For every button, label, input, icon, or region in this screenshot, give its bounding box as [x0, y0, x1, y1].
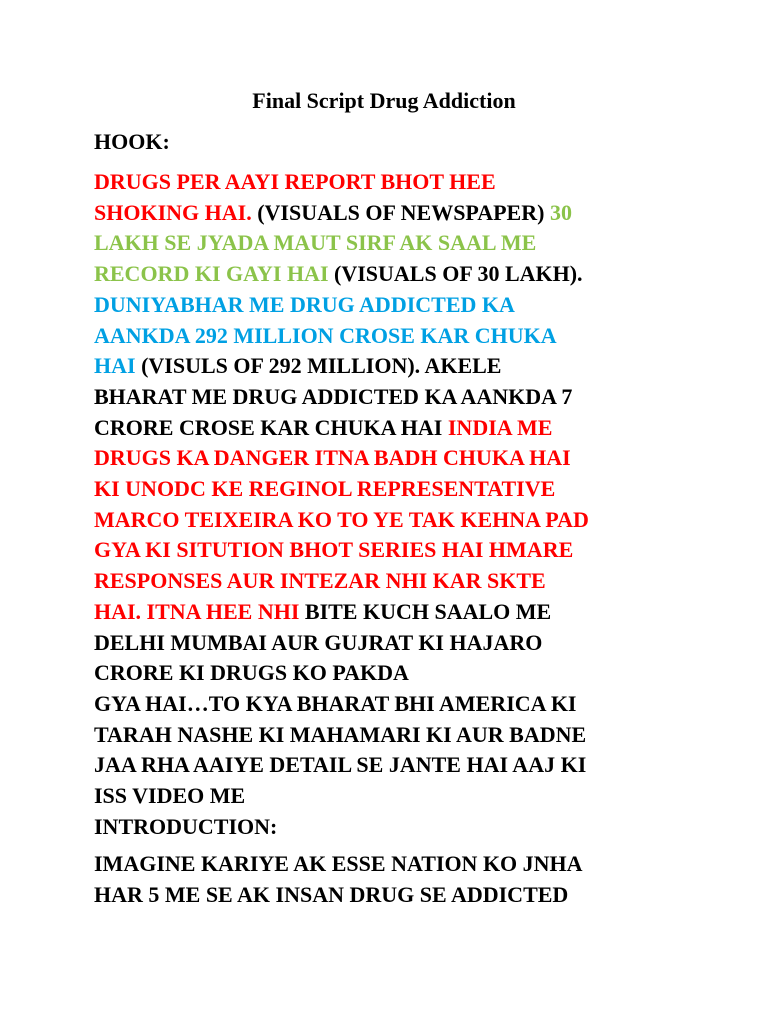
hook-text-segment: RESPONSES AUR INTEZAR NHI KAR SKTE — [94, 568, 546, 594]
introduction-text-segment: HAR 5 ME SE AK INSAN DRUG SE ADDICTED — [94, 881, 569, 907]
hook-text-segment: MARCO TEIXEIRA KO TO YE TAK KEHNA PAD — [94, 506, 589, 532]
hook-line — [94, 689, 694, 720]
hook-line — [94, 474, 694, 505]
hook-text-segment: GYA KI SITUTION BHOT SERIES HAI HMARE — [94, 537, 574, 563]
hook-line — [94, 321, 694, 352]
introduction-paragraph — [94, 849, 694, 910]
hook-text-segment: JAA RHA AAIYE DETAIL SE JANTE HAI AAJ KI — [94, 752, 587, 778]
hook-line — [94, 505, 694, 536]
hook-text-segment: RECORD KI GAYI HAI — [94, 261, 335, 287]
hook-text-segment: CRORE CROSE KAR CHUKA HAI — [94, 414, 448, 440]
hook-text-segment: (VISULS OF 292 MILLION). AKELE — [141, 353, 502, 379]
hook-line — [94, 750, 694, 781]
hook-text-segment: AANKDA 292 MILLION CROSE KAR CHUKA — [94, 322, 557, 348]
hook-text-segment: DRUGS PER AAYI REPORT BHOT HEE — [94, 169, 496, 194]
hook-text-segment: BITE KUCH SAALO ME — [304, 598, 552, 624]
hook-line — [94, 198, 694, 229]
introduction-heading: INTRODUCTION: — [94, 814, 278, 839]
hook-text-segment: LAKH SE JYADA MAUT SIRF AK SAAL ME — [94, 230, 537, 256]
hook-line — [94, 228, 694, 259]
hook-line — [94, 566, 694, 597]
hook-line — [94, 443, 694, 474]
hook-text-segment: (VISUALS OF NEWSPAPER) — [257, 199, 550, 225]
hook-text-segment: TARAH NASHE KI MAHAMARI KI AUR BADNE — [94, 721, 587, 747]
hook-line — [94, 167, 694, 198]
hook-line — [94, 259, 694, 290]
introduction-text-segment: IMAGINE KARIYE AK ESSE NATION KO JNHA — [94, 851, 583, 876]
hook-text-segment: 30 — [549, 199, 572, 225]
hook-text-segment: HAI. ITNA HEE NHI — [94, 598, 305, 624]
hook-text-segment: CRORE KI DRUGS KO PAKDA — [94, 660, 409, 686]
hook-line — [94, 413, 694, 444]
hook-line — [94, 351, 694, 382]
hook-line — [94, 781, 694, 812]
document-title: Final Script Drug Addiction — [252, 88, 516, 113]
hook-line — [94, 382, 694, 413]
hook-text-segment: GYA HAI…TO KYA BHARAT BHI AMERICA KI — [94, 690, 577, 716]
hook-text-segment: DRUGS KA DANGER ITNA BADH CHUKA HAI — [94, 445, 571, 471]
hook-text-segment: BHARAT ME DRUG ADDICTED KA AANKDA 7 — [94, 383, 573, 409]
hook-line — [94, 720, 694, 751]
introduction-line — [94, 849, 694, 880]
hook-text-segment: ISS VIDEO ME — [94, 783, 246, 809]
introduction-line — [94, 880, 694, 911]
hook-text-segment: KI UNODC KE REGINOL REPRESENTATIVE — [94, 476, 556, 502]
hook-text-segment: SHOKING HAI. — [94, 199, 258, 225]
hook-line — [94, 658, 694, 689]
hook-line — [94, 597, 694, 628]
hook-text-segment: DUNIYABHAR ME DRUG ADDICTED KA — [94, 291, 515, 317]
hook-heading: HOOK: — [94, 129, 170, 154]
hook-text-segment: INDIA ME — [447, 414, 553, 440]
hook-paragraph — [94, 167, 694, 812]
hook-text-segment: DELHI MUMBAI AUR GUJRAT KI HAJARO — [94, 629, 543, 655]
hook-line — [94, 535, 694, 566]
hook-line — [94, 628, 694, 659]
hook-line — [94, 290, 694, 321]
hook-text-segment: (VISUALS OF 30 LAKH). — [334, 261, 583, 287]
hook-text-segment: HAI — [94, 353, 142, 379]
